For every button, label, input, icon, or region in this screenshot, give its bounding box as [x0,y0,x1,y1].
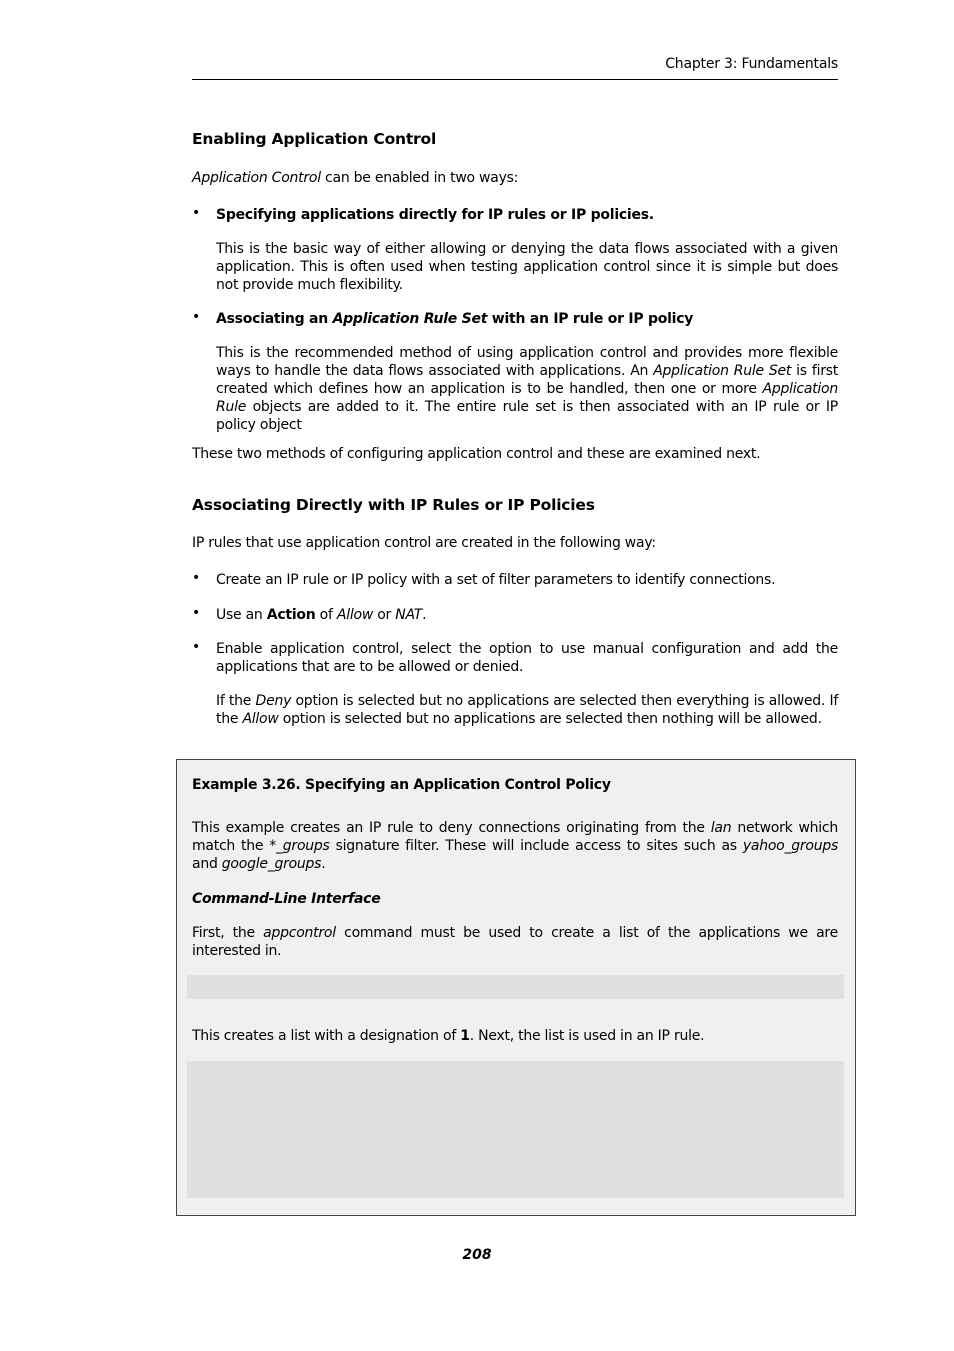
section2-bullet2: Use an Action of Allow or NAT. [216,607,427,623]
example-paragraph2: First, the appcontrol command must be used to create a list of the applications we are interested in. [192,925,838,959]
bullet1-text: This is the basic way of either allowing or denying the data flows associated with a given application. This is often used when testing application control since it is simple but does not provide much flexibility. [216,241,838,293]
chapter-title: Chapter 3: Fundamentals [665,56,838,72]
section2-note: If the Deny option is selected but no applications are selected then everything is allowed. If the Allow option is selected but no applications are selected then nothing will be allowed. [216,693,839,727]
section1-closing: These two methods of configuring application control and these are examined next. [192,446,761,462]
cli-heading: Command-Line Interface [192,891,381,907]
bullet-marker: • [192,570,201,586]
section-heading-enabling: Enabling Application Control [192,130,437,148]
page-number: 208 [462,1247,492,1263]
example-title: Example 3.26. Specifying an Application Control Policy [192,777,611,793]
bullet-marker: • [192,309,201,325]
section-heading-associating: Associating Directly with IP Rules or IP Policies [192,496,595,514]
bullet1-title: Specifying applications directly for IP rules or IP policies. [216,207,654,223]
section2-intro: IP rules that use application control are created in the following way: [192,535,656,551]
code-block-iprule [187,1061,844,1198]
bullet2-title: Associating an Application Rule Set with an IP rule or IP policy [216,311,694,327]
code-block-appcontrol [187,975,844,999]
section2-bullet1: Create an IP rule or IP policy with a set of filter parameters to identify connections. [216,572,776,588]
example-paragraph3: This creates a list with a designation of 1. Next, the list is used in an IP rule. [192,1028,705,1044]
bullet-marker: • [192,605,201,621]
bullet-marker: • [192,639,201,655]
section1-intro: Application Control can be enabled in two ways: [192,170,519,186]
example-paragraph1: This example creates an IP rule to deny connections originating from the lan network which match the *_groups signature filter. These will include access to sites such as yahoo_groups and google_groups. [192,820,839,872]
running-header [192,55,838,80]
bullet2-text: This is the recommended method of using application control and provides more flexible ways to handle the data flows associated with applications. An Application Rule Set is first created which defines how an application is to be handled, then one or more Application Rule objects are added to it. The entire rule set is then associated with an IP rule or IP policy object [216,345,839,433]
section2-bullet3: Enable application control, select the option to use manual configuration and add the applications that are to be allowed or denied. [216,641,838,675]
bullet-marker: • [192,205,201,221]
